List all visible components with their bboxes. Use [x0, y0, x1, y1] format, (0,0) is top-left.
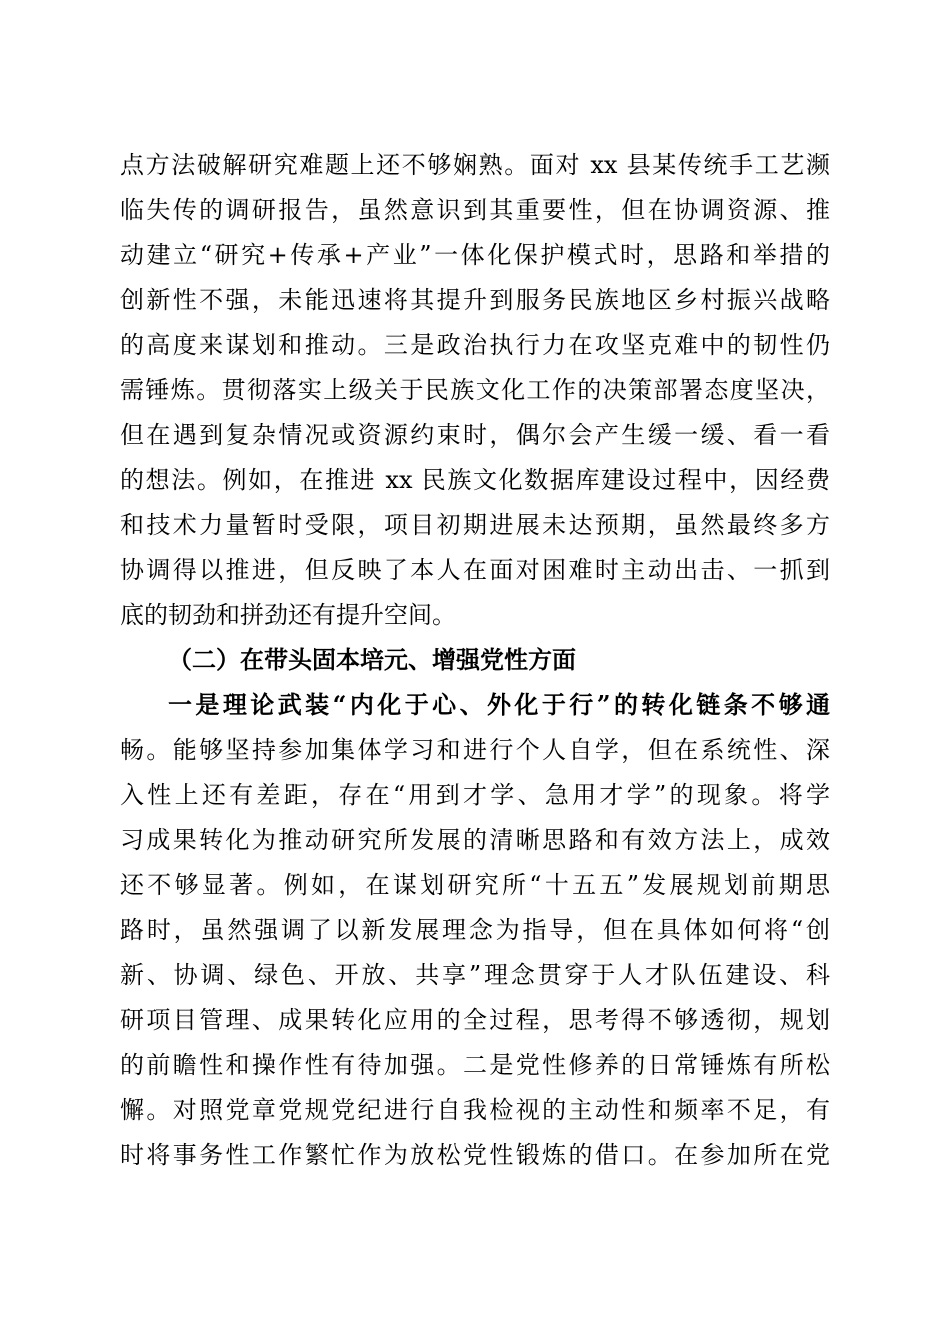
paragraph-line: 点方法破解研究难题上还不够娴熟。面对 xx 县某传统手工艺濒	[120, 151, 830, 179]
section-paragraph-line: 一是理论武装“内化于心、外化于行”的转化链条不够通	[168, 690, 830, 719]
section-paragraph-line: 研项目管理、成果转化应用的全过程，思考得不够透彻，规划	[120, 1006, 830, 1034]
paragraph-line: 动建立“研究+传承+产业”一体化保护模式时，思路和举措的	[120, 241, 830, 269]
paragraph-line: 的想法。例如，在推进 xx 民族文化数据库建设过程中，因经费	[120, 466, 830, 494]
paragraph-line: 临失传的调研报告，虽然意识到其重要性，但在协调资源、推	[120, 196, 830, 224]
section-paragraph-line: 新、协调、绿色、开放、共享”理念贯穿于人才队伍建设、科	[120, 961, 830, 989]
section-paragraph-line: 时将事务性工作繁忙作为放松党性锻炼的借口。在参加所在党	[120, 1141, 830, 1169]
section-paragraph-line: 习成果转化为推动研究所发展的清晰思路和有效方法上，成效	[120, 826, 830, 854]
section-paragraph-line: 的前瞻性和操作性有待加强。二是党性修养的日常锤炼有所松	[120, 1051, 830, 1079]
paragraph-line: 但在遇到复杂情况或资源约束时，偶尔会产生缓一缓、看一看	[120, 421, 830, 449]
paragraph-line: 需锤炼。贯彻落实上级关于民族文化工作的决策部署态度坚决，	[120, 376, 830, 404]
section-paragraph-line: 入性上还有差距，存在“用到才学、急用才学”的现象。将学	[120, 781, 830, 809]
paragraph-line: 底的韧劲和拼劲还有提升空间。	[120, 601, 456, 629]
section-paragraph-line: 还不够显著。例如，在谋划研究所“十五五”发展规划前期思	[120, 871, 830, 899]
paragraph-line: 的高度来谋划和推动。三是政治执行力在攻坚克难中的韧性仍	[120, 331, 830, 359]
section-paragraph-line: 路时，虽然强调了以新发展理念为指导，但在具体如何将“创	[120, 916, 830, 944]
paragraph-line: 和技术力量暂时受限，项目初期进展未达预期，虽然最终多方	[120, 511, 830, 539]
paragraph-line: 协调得以推进，但反映了本人在面对困难时主动出击、一抓到	[120, 556, 830, 584]
section-paragraph-line: 畅。能够坚持参加集体学习和进行个人自学，但在系统性、深	[120, 736, 830, 764]
section-heading: （二）在带头固本培元、增强党性方面	[168, 645, 576, 674]
section-paragraph-line: 懈。对照党章党规党纪进行自我检视的主动性和频率不足，有	[120, 1096, 830, 1124]
paragraph-line: 创新性不强，未能迅速将其提升到服务民族地区乡村振兴战略	[120, 286, 830, 314]
